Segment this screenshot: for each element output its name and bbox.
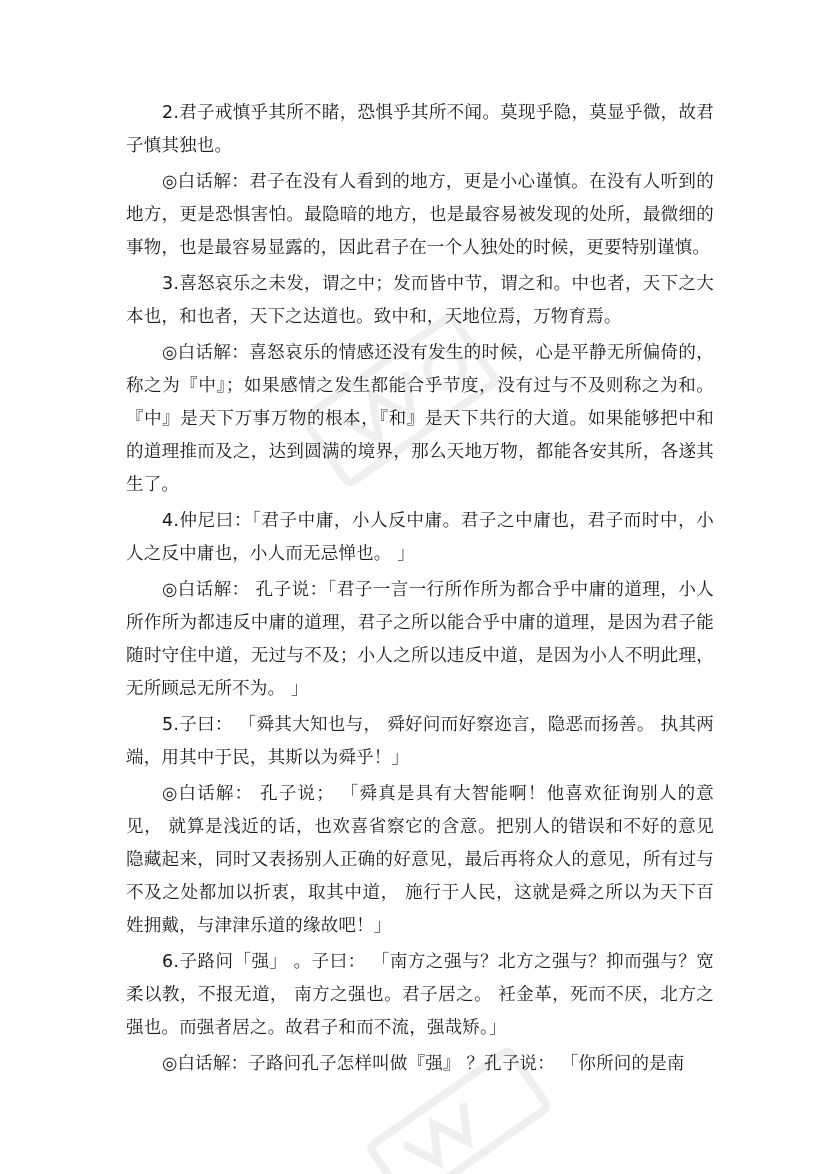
paragraph-commentary-4: ◎白话解： 孔子说：「君子一言一行所作所为都合乎中庸的道理，小人所作所为都违反中庸的道理，君子之所以能合乎中庸的道理，是因为君子能随时守住中道，无过与不及；小人之所以违反中道，是因为小人不明此理，无所顾忌无所不为。 」 — [126, 580, 714, 699]
paragraph-verse-3: 3.喜怒哀乐之未发，谓之中；发而皆中节，谓之和。中也者，天下之大本也，和也者，天下之达道也。致中和，天地位焉，万物育焉。 — [126, 274, 714, 327]
paragraph-verse-5: 5.子曰： 「舜其大知也与， 舜好问而好察迩言，隐恶而扬善。 执其两端，用其中于民，其斯以为舜乎！」 — [126, 715, 714, 768]
paragraph-verse-4: 4.仲尼曰：「君子中庸，小人反中庸。君子之中庸也，君子而时中，小人之反中庸也，小人而无忌惮也。 」 — [126, 511, 714, 564]
paragraph-verse-2: 2.君子戒慎乎其所不睹，恐惧乎其所不闻。莫现乎隐，莫显乎微，故君子慎其独也。 — [126, 103, 714, 156]
paragraph-commentary-5: ◎白话解： 孔子说； 「舜真是具有大智能啊！他喜欢征询别人的意见， 就算是浅近的话，也欢喜省察它的含意。把别人的错误和不好的意见隐藏起来，同时又表扬别人正确的好意见，最后再将众人的意见，所有过与不及之处都加以折衷，取其中道， 施行于人民，这就是舜之所以为天下百姓拥戴，与津津乐道的缘故吧！」 — [126, 784, 714, 936]
paragraph-commentary-6: ◎白话解：子路问孔子怎样叫做『强』 ？孔子说： 「你所问的是南 — [162, 1054, 685, 1074]
document-body — [126, 97, 714, 1081]
paragraph-commentary-2: ◎白话解：君子在没有人看到的地方，更是小心谨慎。在没有人听到的地方，更是恐惧害怕。最隐暗的地方，也是最容易被发现的处所，最微细的事物，也是最容易显露的，因此君子在一个人独处的时候，更要特别谨慎。 — [126, 172, 714, 258]
paragraph-commentary-3: ◎白话解：喜怒哀乐的情感还没有发生的时候，心是平静无所偏倚的，称之为『中』；如果感情之发生都能合乎节度，没有过与不及则称之为和。『中』是天下万事万物的根本，『和』是天下共行的大道。如果能够把中和的道理推而及之，达到圆满的境界，那么天地万物，都能各安其所，各遂其生了。 — [126, 343, 714, 495]
paragraph-verse-6: 6.子路问「强」 。子曰： 「南方之强与？北方之强与？抑而强与？宽柔以教，不报无道， 南方之强也。君子居之。 衽金革，死而不厌，北方之强也。而强者居之。故君子和而不流，强哉矫。」 — [126, 952, 714, 1038]
